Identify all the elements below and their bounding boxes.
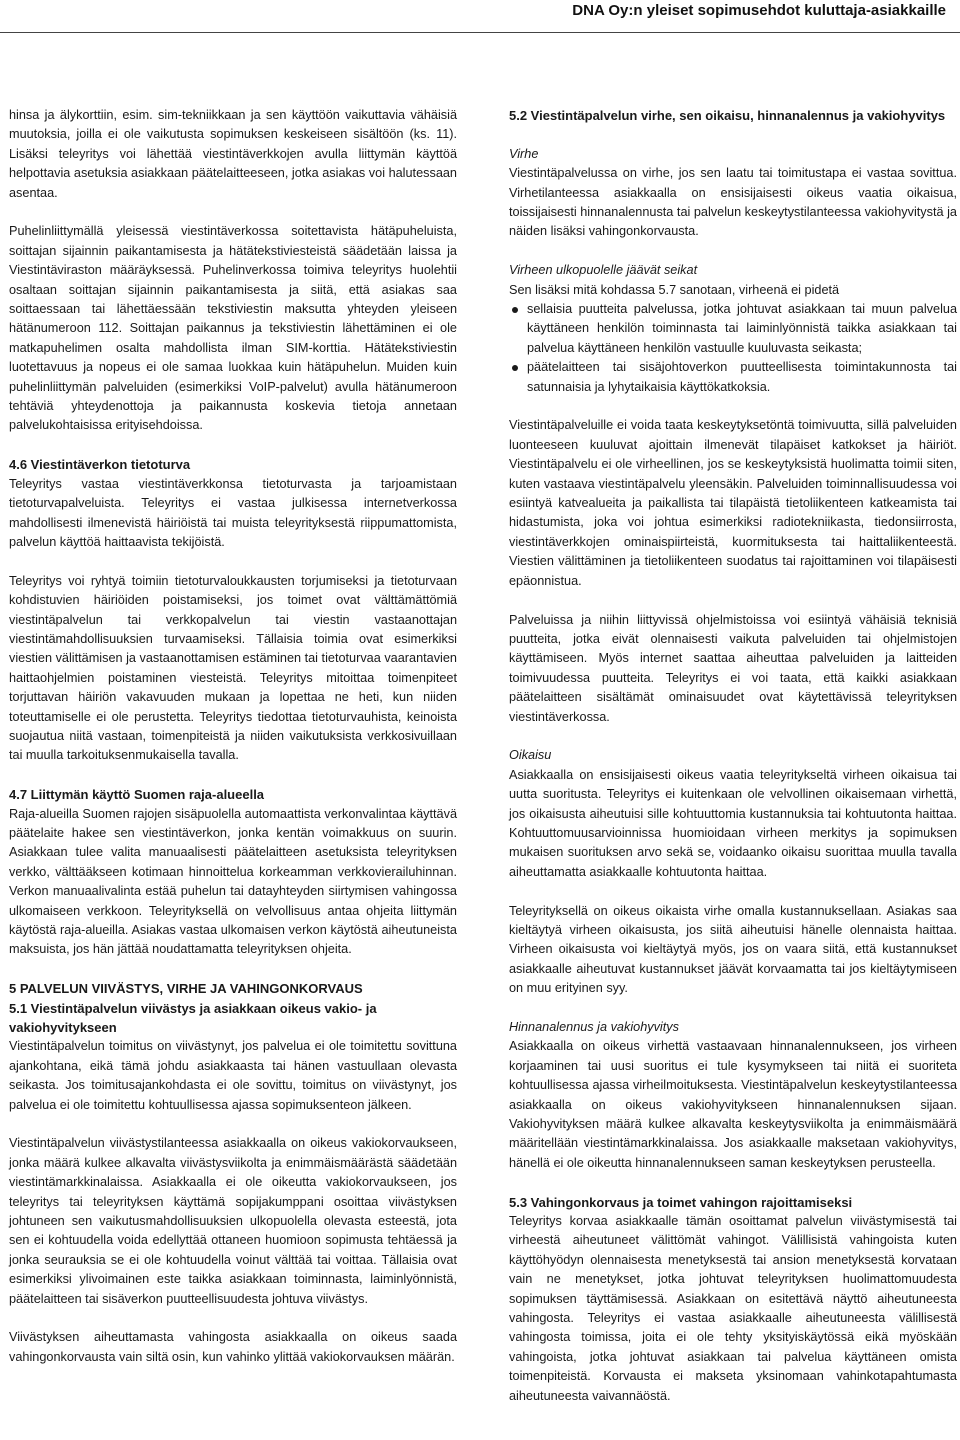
bullet-icon: [512, 365, 518, 371]
subheading-oikaisu: Oikaisu: [509, 748, 552, 763]
right-column: [509, 106, 957, 1406]
paragraph: Viestintäpalvelun toimitus on viivästynyt, jos palvelua ei ole toimitettu sovittuna ajankohtana, eikä tämä johdu asiakkaasta tai hänen vastuullaan olevasta seikasta. Jos toimitusajankohdasta ei ole sovittu, toimitus on viivästynyt, jos palvelua ei ole toimitettu kohtuullisessa ajassa sopimuksenteon jälkeen.: [9, 1039, 457, 1112]
list-item-text: sellaisia puutteita palvelussa, jotka johtuvat asiakkaan tai muun palvelua käyttäneen henkilön toiminnasta tai laiminlyönnistä taikka asiakkaan tai palvelua käyttäneen henkilön vastuulle kuuluvasta seikasta;: [527, 302, 957, 355]
paragraph: Viivästyksen aiheuttamasta vahingosta asiakkaalla on oikeus saada vahingonkorvausta vain siltä osin, kun vahinko ylittää vakiokorvauksen määrän.: [9, 1330, 457, 1364]
subheading-virheen-ulkopuolelle: Virheen ulkopuolelle jäävät seikat: [509, 263, 698, 278]
paragraph: Viestintäpalvelussa on virhe, jos sen laatu tai toimitustapa ei vastaa sovittua. Virhetilanteessa asiakkaalla on ensisijaisesti oikeus vaatia oikaisua, toissijaisesti hinnanalennusta tai palvelun keskeytystilanteessa vakiohyvitystä ja näiden lisäksi vahingonkorvausta.: [509, 166, 957, 239]
chapter-heading-5: 5 PALVELUN VIIVÄSTYS, VIRHE JA VAHINGONKORVAUS: [9, 981, 363, 997]
paragraph: Teleyritys voi ryhtyä toimiin tietoturvaloukkausten torjumiseksi ja tietoturvaan kohdistuvien häiriöiden poistamiseksi, jos toimet ovat välttämättömiä viestintäpalvelun tai verkkopalvelun tai viestin vastaanottajan viestintämahdollisuuksien turvaamiseksi. Tällaisia toimia ovat esimerkiksi viestien välittämisen ja vastaanottamisen estäminen tai tietoturvaa vaarantavien haittaohjelmien poistaminen viesteistä. Teleyritys mitoittaa toimenpiteet torjuttavan häiriön vakavuuden mukaan ja lopettaa ne heti, kun niiden toteuttamiselle ei ole perustetta. Teleyritys tiedottaa tietoturvauhista, keinoista suojautua niitä vastaan, toimenpiteistä ja niiden vaikutuksista verkkosivuillaan tai muulla tarkoituksenmukaisella tavalla.: [9, 573, 457, 763]
document-title: DNA Oy:n yleiset sopimusehdot kuluttaja-asiakkaille: [572, 2, 946, 19]
left-column: [9, 106, 457, 1367]
paragraph: Asiakkaalla on ensisijaisesti oikeus vaatia teleyritykseltä virheen oikaisua tai uutta suoritusta. Teleyritys ei kuitenkaan ole velvollinen oikaisemaan virhettä, jos oikaisusta aiheutuisi sille kohtuuttomia kustannuksia tai kohtuutonta haittaa. Kohtuuttomuusarvioinnissa huomioidaan virheen merkitys ja sopimuksen mukaisen suorituksen arvo sekä se, voidaanko oikaisu suorittaa muulla tavalla aiheuttamatta asiakkaalle kohtuutonta haittaa.: [509, 767, 957, 879]
paragraph: Puhelinliittymällä yleisessä viestintäverkossa soitettavista hätäpuheluista, soittajan sijainnin paikantamisesta ja hätätekstiviesteistä säädetään laissa ja Viestintäviraston määräyksessä. Puhelinverkossa toimiva teleyritys huolehtii osaltaan soittajan sijainnin paikantamisesta ja siitä, että asiakas saa soittaessaan tai lähettäessään tekstiviestin maksutta yhteyden yleiseen hätänumeroon 112. Soittajan paikannus ja tekstiviestin lähettäminen ei ole matkapuhelimen osalta mahdollista ilman SIM-korttia. Hätätekstiviestin luotettavuus ja nopeus ei ole samaa luokkaa kuin hätäpuhelun. Muiden kuin puhelinliittymän palveluiden (esimerkiksi VoIP-palvelut) avulla hätänumeroon tehtäviä yhteydenottoja ja paikannusta koskevia tietoja annetaan palvelukohtaisissa erityisehdoissa.: [9, 224, 457, 433]
paragraph: Viestintäpalvelun viivästystilanteessa asiakkaalla on oikeus vakiokorvaukseen, jonka määrä kulkee alkavalta viivästysviikolta ja enimmäismäärästä säädetään viestintämarkkinalaissa. Asiakkaalla ei ole oikeutta vakiokorvaukseen, jos teleyritys tai teleyrityksen käyttämä sopijakumppani osoittaa viivästyksen johtuneen sen vaikutusmahdollisuuksien ulkopuolella olevasta esteestä, jota sen ei kohtuudella voida edellyttää ottaneen huomioon sopimusta tehtäessä ja jonka seurauksia se ei ole kohtuudella voinut välttää tai voittaa. Tällaisia ovat esimerkiksi ylivoimainen este taikka asiakkaan toiminnasta, laiminlyönnistä, päätelaitteen tai sisäverkon puutteellisuudesta johtuva viivästys.: [9, 1136, 457, 1306]
subheading-hinnanalennus: Hinnanalennus ja vakiohyvitys: [509, 1019, 679, 1034]
section-heading-4-6: 4.6 Viestintäverkon tietoturva: [9, 457, 191, 473]
list-item-text: päätelaitteen tai sisäjohtoverkon puutteellisesta toimintakunnosta tai satunnaisia ja lyhytaikaisia käyttökatkoksia.: [527, 360, 957, 394]
paragraph: Teleyritys korvaa asiakkaalle tämän osoittamat palvelun viivästymisestä tai virheestä aiheutuneet välittömät vahingot. Välillisistä vahingoista kuten käyttöhyödyn olennaisesta menetyksestä tai ansion menetyksestä korvataan vain ne menetykset, jotka johtuvat teleyrityksen huolimattomuudesta sopimuksen täyttämisessä. Asiakkaan on esitettävä näyttö aiheutuneesta vahingosta. Teleyritys ei vastaa asiakkaalle aiheutuneesta välillisestä vahingosta toimissa, joita ei ole tehty yksityiskäytössä eikä myöskään vahingoista, jotka johtuvat asiakkaan tai palvelua käyttäneen omista toimenpiteistä. Korvausta ei makseta yksinomaan vahinkotapahtumasta aiheutuneesta vaivannäöstä.: [509, 1214, 957, 1403]
list-item: [509, 300, 957, 358]
bullet-icon: [512, 307, 518, 313]
list-item: [509, 358, 957, 397]
header-divider: [0, 32, 960, 33]
paragraph: hinsa ja älykorttiin, esim. sim-tekniikkaan ja sen käyttöön vaikuttavia vähäisiä muutoksia, joilla ei ole vaikutusta sopimuksen keskeiseen sisältöön (ks. 11). Lisäksi teleyritys voi lähettää viestintäverkkojen avulla liittymän käyttöä helpottavia asetuksia asiakkaan päätelaitteeseen, jotka asiakas voi halutessaan asentaa.: [9, 108, 457, 200]
section-heading-5-1: 5.1 Viestintäpalvelun viivästys ja asiakkaan oikeus vakio- ja vakiohyvitykseen: [9, 1000, 377, 1036]
section-heading-5-3: 5.3 Vahingonkorvaus ja toimet vahingon rajoittamiseksi: [509, 1194, 853, 1210]
paragraph: Asiakkaalla on oikeus virhettä vastaavaan hinnanalennukseen, jos virheen korjaaminen tai uusi suoritus ei tule kysymykseen tai niitä ei suoriteta kohtuullisessa ajassa virheilmoituksesta. Viestintäpalvelun keskeytystilanteessa asiakkaalla on oikeus vakiohyvitykseen hinnanalennuksen sijaan. Vakiohyvityksen määrä kulkee alkavalta keskeytysviikolta ja enimmäismäärä määritellään viestintämarkkinalaissa. Jos asiakkaalle maksetaan vakiohyvitys, hänellä ei ole oikeutta hinnanalennukseen saman keskeytyksen perusteella.: [509, 1039, 957, 1170]
subheading-virhe: Virhe: [509, 146, 539, 161]
bullet-list: [509, 300, 957, 397]
paragraph: Raja-alueilla Suomen rajojen sisäpuolella automaattista verkonvalintaa käyttävä päätelaite hakee sen viestintäverkon, jonka kentän voimakkuus on suurin. Asiakkaan tulee valita manuaalisesti päätelaitteen asetuksista teleyrityksen verkko, välttääkseen kotimaan hinnoittelua korkeamman verkkovierailuhinnan. Verkon manuaalivalinta estää puhelun tai datayhteyden siirtymisen vahingossa ulkomaiseen verkkoon. Teleyrityksellä on velvollisuus antaa ohjeita liittymän käytöstä raja-alueilla. Asiakas vastaa ulkomaisen verkon käytöstä aiheutuneista maksuista, jos hän jättää noudattamatta teleyrityksen ohjeita.: [9, 806, 457, 957]
paragraph: Teleyrityksellä on oikeus oikaista virhe omalla kustannuksellaan. Asiakas saa kieltäytyä virheen oikaisusta, jos siitä aiheutuisi hänelle olennaista haittaa. Virheen oikaisusta voi kieltäytyä myös, jos on vaara siitä, että kustannukset asiakkaalle aiheutuvat kustannukset jäävät korvaamatta tai jos kieltäytymiseen on muu erityinen syy.: [509, 903, 957, 996]
section-heading-4-7: 4.7 Liittymän käyttö Suomen raja-alueella: [9, 787, 265, 803]
paragraph: Palveluissa ja niihin liittyvissä ohjelmistoissa voi esiintyä vähäisiä teknisiä puutteita, jotka eivät olennaisesti vaikuta palveluiden tai ohjelmistojen käyttämiseen. Myös internet saattaa aiheuttaa palveluiden ja laitteiden toimivuudessa puutteita. Teleyritys ei voi taata, että kaikki asiakkaan päätelaitteen sisältämät ominaisuudet ovat käytettävissä teleyrityksen viestintäverkossa.: [509, 612, 957, 724]
paragraph: Viestintäpalveluille ei voida taata keskeytyksetöntä toimivuutta, sillä palveluiden luonteeseen kuuluvat ajoittain ilmenevät tilapäiset katkokset ja häiriöt. Viestintäpalvelu ei ole virheellinen, jos se keskeytyksistä huolimatta toimii siten, kuten vastaava viestintäpalvelu yleensäkin. Palveluiden toiminnallisuudessa voi esiintyä katvealueita ja paikallista tai tilapäistä tietoliikenteen katkeamista tai hidastumista, joka voi johtua esimerkiksi radiotekniikasta, tiedonsiirrosta, viestintäverkkojen ominaispiirteistä, kuormituksesta tai haittaliikenteestä. Viestien välittäminen ja tietoliikenteen suodatus tai rajoittaminen voi tilapäisesti epäonnistua.: [509, 418, 957, 588]
section-heading-5-2: 5.2 Viestintäpalvelun virhe, sen oikaisu, hinnanalennus ja vakiohyvitys: [509, 108, 946, 123]
paragraph: Sen lisäksi mitä kohdassa 5.7 sanotaan, virheenä ei pidetä: [509, 282, 840, 297]
paragraph: Teleyritys vastaa viestintäverkkonsa tietoturvasta ja tarjoamistaan tietoturvapalveluista. Teleyritys ei vastaa julkisessa internetverkossa mahdollisesti ilmenevistä häiriöistä tai muista teleyrityksestä riippumattomista, palvelun käyttöä haittaavista tekijöistä.: [9, 476, 457, 549]
